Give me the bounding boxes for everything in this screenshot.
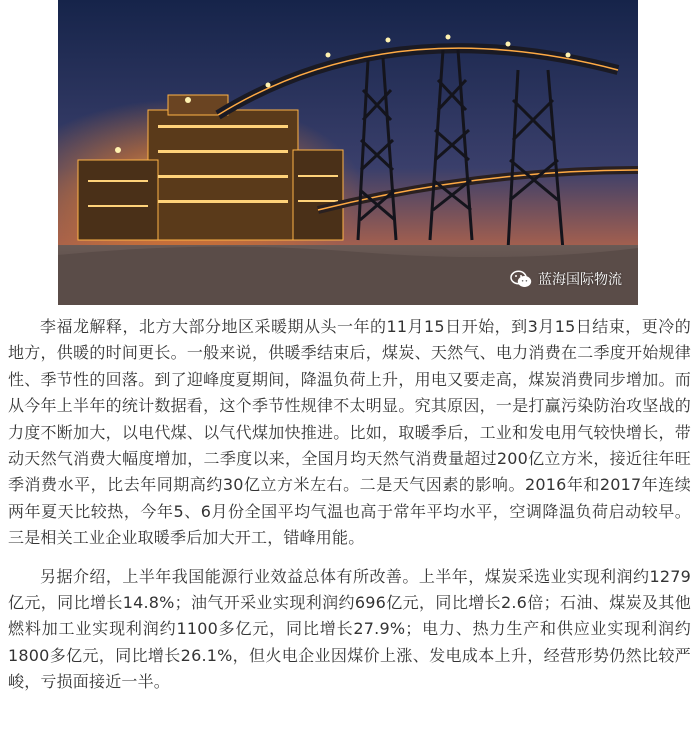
watermark xyxy=(510,269,622,289)
article-body xyxy=(8,314,691,696)
coal-plant-night-scene xyxy=(58,0,638,305)
paragraph: 另据介绍，上半年我国能源行业效益总体有所改善。上半年，煤炭采选业实现利润约1279亿元，同比增长14.8%；油气开采业实现利润约696亿元，同比增长2.6倍；石油、煤炭及其他燃料加工业实现利润约1100多亿元，同比增长27.9%；电力、热力生产和供应业实现利润约1800多亿元，同比增长26.1%，但火电企业因煤价上涨、发电成本上升，经营形势仍然比较严峻，亏损面接近一半。 xyxy=(8,566,691,692)
watermark-text: 蓝海国际物流 xyxy=(538,272,622,288)
wechat-icon xyxy=(510,270,532,288)
industrial-photo xyxy=(58,0,638,305)
paragraph: 李福龙解释，北方大部分地区采暖期从头一年的11月15日开始，到3月15日结束，更冷的地方，供暖的时间更长。一般来说，供暖季结束后，煤炭、天然气、电力消费在二季度开始规律性、季节性的回落。到了迎峰度夏期间，降温负荷上升，用电又要走高，煤炭消费同步增加。而从今年上半年的统计数据看，这个季节性规律不太明显。究其原因，一是打赢污染防治攻坚战的力度不断加大，以电代煤、以气代煤加快推进。比如，取暖季后，工业和发电用气较快增长，带动天然气消费大幅度增加，二季度以来，全国月均天然气消费量超过200亿立方米，接近往年旺季消费水平，比去年同期高约30亿立方米左右。二是天气因素的影响。2016年和2017年连续两年夏天比较热，今年5、6月份全国平均气温也高于常年平均水平，空调降温负荷启动较早。三是相关工业企业取暖季后加大开工，错峰用能。 xyxy=(8,317,691,548)
